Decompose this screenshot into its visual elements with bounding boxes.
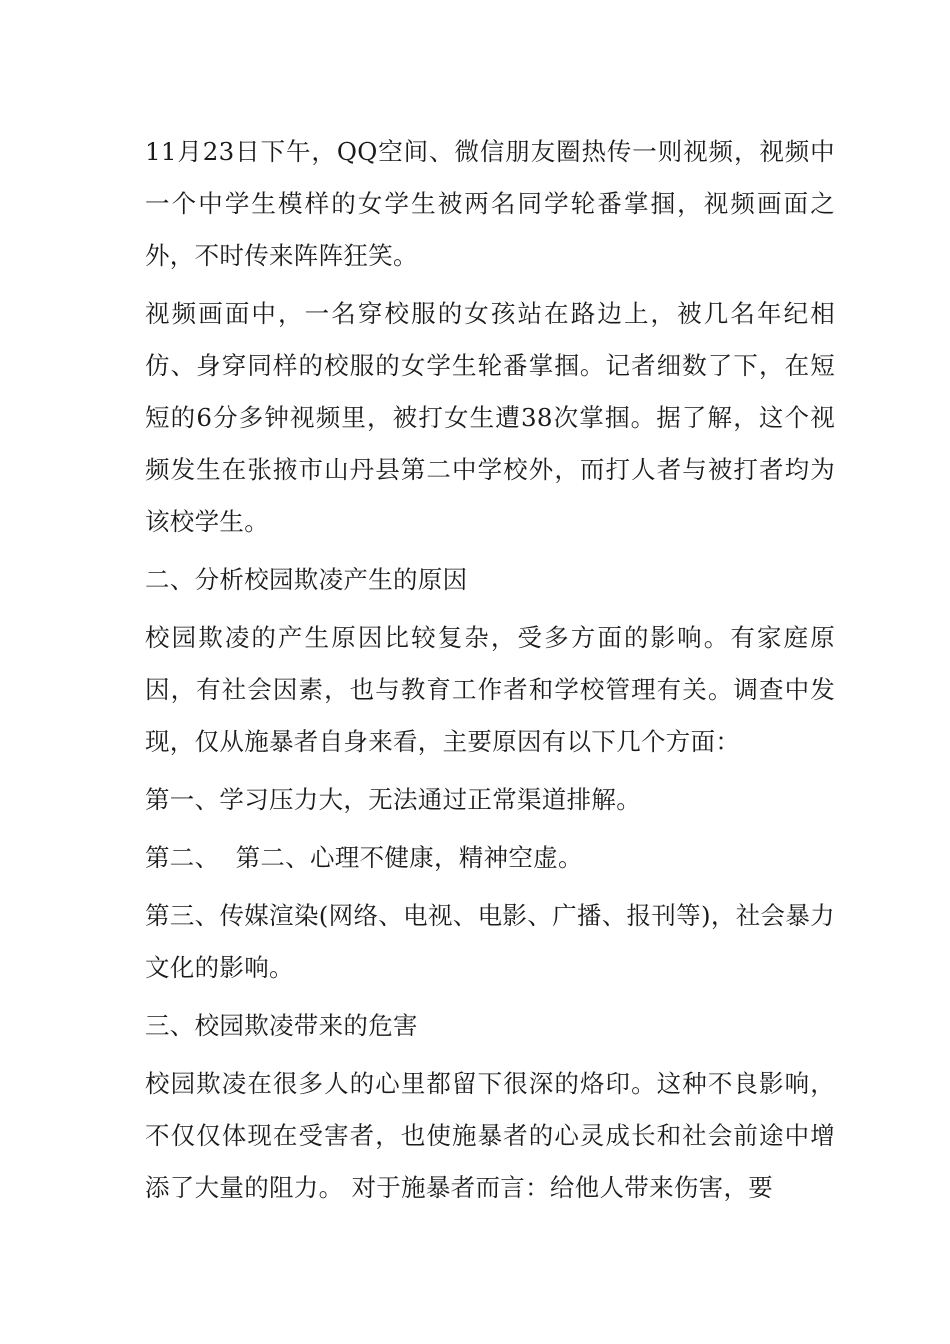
section-heading-harms: 三、校园欺凌带来的危害 [145, 1011, 418, 1040]
section-heading-causes: 二、分析校园欺凌产生的原因 [145, 565, 468, 594]
document-body [145, 126, 835, 1220]
news-paragraph-2: 视频画面中，一名穿校服的女孩站在路边上，被几名年纪相仿、身穿同样的校服的女学生轮番掌掴。记者细数了下，在短短的6分多钟视频里，被打女生遭38次掌掴。据了解，这个视频发生在张掖市山丹县第二中学校外，而打人者与被打者均为该校学生。 [145, 299, 835, 536]
cause-item-1: 第一、学习压力大，无法通过正常渠道排解。 [145, 785, 641, 814]
news-paragraph-1: 11月23日下午，QQ空间、微信朋友圈热传一则视频，视频中一个中学生模样的女学生被两名同学轮番掌掴，视频画面之外，不时传来阵阵狂笑。 [145, 137, 835, 270]
cause-item-2: 第二、 第二、心理不健康，精神空虚。 [145, 843, 583, 872]
harms-paragraph: 校园欺凌在很多人的心里都留下很深的烙印。这种不良影响，不仅仅体现在受害者，也使施暴者的心灵成长和社会前途中增添了大量的阻力。 对于施暴者而言：给他人带来伤害，要 [145, 1069, 835, 1202]
cause-item-3: 第三、传媒渲染(网络、电视、电影、广播、报刊等)，社会暴力文化的影响。 [145, 901, 835, 982]
causes-intro-paragraph: 校园欺凌的产生原因比较复杂，受多方面的影响。有家庭原因，有社会因素，也与教育工作者和学校管理有关。调查中发现，仅从施暴者自身来看，主要原因有以下几个方面： [145, 623, 835, 756]
